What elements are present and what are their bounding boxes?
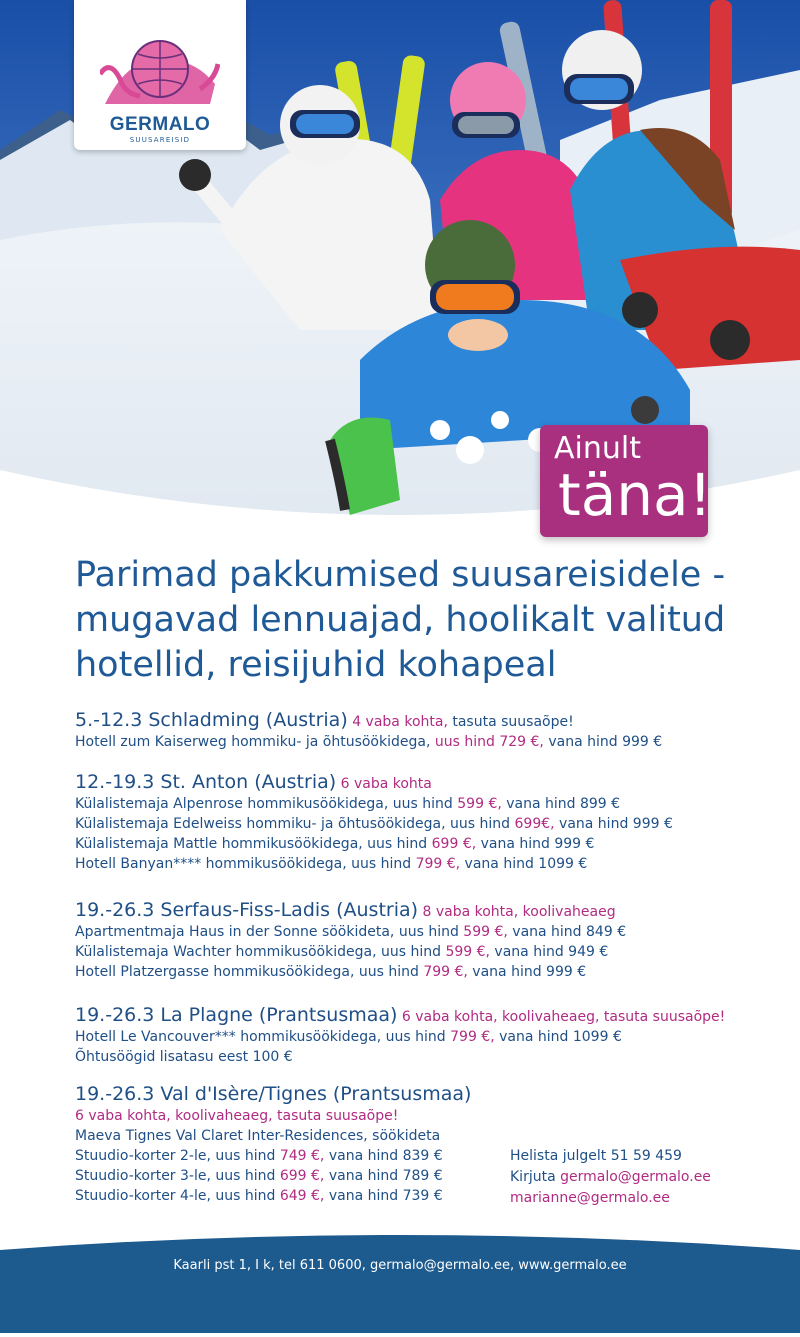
deal-line: Külalistemaja Mattle hommikusöökidega, uus hind 699 €, vana hind 999 € xyxy=(75,836,595,852)
deal-schladming xyxy=(75,708,775,752)
deal-sub: Maeva Tignes Val Claret Inter-Residences, söökideta xyxy=(75,1128,441,1144)
footer-band xyxy=(0,1230,800,1333)
deal-line: Apartmentmaja Haus in der Sonne söökideta, uus hind 599 €, vana hind 849 € xyxy=(75,924,627,940)
deal-note-extra: tasuta suusaõpe! xyxy=(277,1108,399,1124)
deal-la-plagne xyxy=(75,1003,775,1067)
deal-note: 8 vaba kohta, koolivaheaeg xyxy=(422,904,616,920)
deal-st-anton xyxy=(75,770,775,874)
headline-line: hotellid, reisijuhid kohapeal xyxy=(75,645,557,685)
deal-note: 4 vaba kohta, xyxy=(352,714,448,730)
globe-logo-icon xyxy=(100,34,220,114)
deal-line: Stuudio-korter 2-le, uus hind 749 €, vana hind 839 € xyxy=(75,1148,443,1164)
headline xyxy=(75,553,775,688)
deal-line: Külalistemaja Wachter hommikusöökidega, uus hind 599 €, vana hind 949 € xyxy=(75,944,609,960)
logo[interactable] xyxy=(74,0,246,150)
deal-line: Hotell Banyan**** hommikusöökidega, uus hind 799 €, vana hind 1099 € xyxy=(75,856,588,872)
deal-serfaus xyxy=(75,898,775,982)
logo-subtitle: SUUSAREISID xyxy=(129,136,191,144)
deal-title: 5.-12.3 Schladming (Austria) xyxy=(75,709,348,731)
deal-title: 19.-26.3 Val d'Isère/Tignes (Prantsusmaa) xyxy=(75,1083,472,1105)
deal-note-extra: tasuta suusaõpe! xyxy=(452,714,574,730)
deal-extra: Õhtusöögid lisatasu eest 100 € xyxy=(75,1049,293,1065)
today-only-badge xyxy=(540,425,712,537)
deal-note: 6 vaba kohta, koolivaheaeg, xyxy=(75,1108,273,1124)
deal-line: Külalistemaja Alpenrose hommikusöökidega, uus hind 599 €, vana hind 899 € xyxy=(75,796,621,812)
deal-line: Hotell Platzergasse hommikusöökidega, uus hind 799 €, vana hind 999 € xyxy=(75,964,587,980)
deal-note: 6 vaba kohta, koolivaheaeg, xyxy=(401,1009,600,1025)
badge-line1: Ainult xyxy=(554,431,641,466)
contact-block xyxy=(510,1146,770,1209)
deal-title: 12.-19.3 St. Anton (Austria) xyxy=(75,771,337,793)
logo-name: GERMALO xyxy=(109,114,211,135)
headline-line: mugavad lennuajad, hoolikalt valitud xyxy=(75,600,726,640)
write-label: Kirjuta xyxy=(510,1169,556,1185)
email-link[interactable]: germalo@germalo.ee xyxy=(560,1169,711,1185)
deal-line: Stuudio-korter 3-le, uus hind 699 €, vana hind 789 € xyxy=(75,1168,443,1184)
deal-line: Külalistemaja Edelweiss hommiku- ja õhtusöökidega, uus hind 699€, vana hind 999 € xyxy=(75,816,673,832)
deal-note-extra: tasuta suusaõpe! xyxy=(603,1009,726,1025)
phone-text[interactable]: Helista julgelt 51 59 459 xyxy=(510,1148,682,1164)
deal-line: Stuudio-korter 4-le, uus hind 649 €, vana hind 739 € xyxy=(75,1188,443,1204)
deal-note: 6 vaba kohta xyxy=(340,776,432,792)
email-link[interactable]: marianne@germalo.ee xyxy=(510,1190,670,1206)
badge-line2: täna! xyxy=(558,461,712,529)
deal-title: 19.-26.3 Serfaus-Fiss-Ladis (Austria) xyxy=(75,899,419,921)
footer-text: Kaarli pst 1, I k, tel 611 0600, germalo@germalo.ee, www.germalo.ee xyxy=(173,1258,627,1273)
deal-line: Hotell zum Kaiserweg hommiku- ja õhtusöökidega, uus hind 729 €, vana hind 999 € xyxy=(75,734,663,750)
deal-line: Hotell Le Vancouver*** hommikusöökidega, uus hind 799 €, vana hind 1099 € xyxy=(75,1029,622,1045)
headline-line: Parimad pakkumised suusareisidele - xyxy=(75,555,726,595)
deal-title: 19.-26.3 La Plagne (Prantsusmaa) xyxy=(75,1004,398,1026)
